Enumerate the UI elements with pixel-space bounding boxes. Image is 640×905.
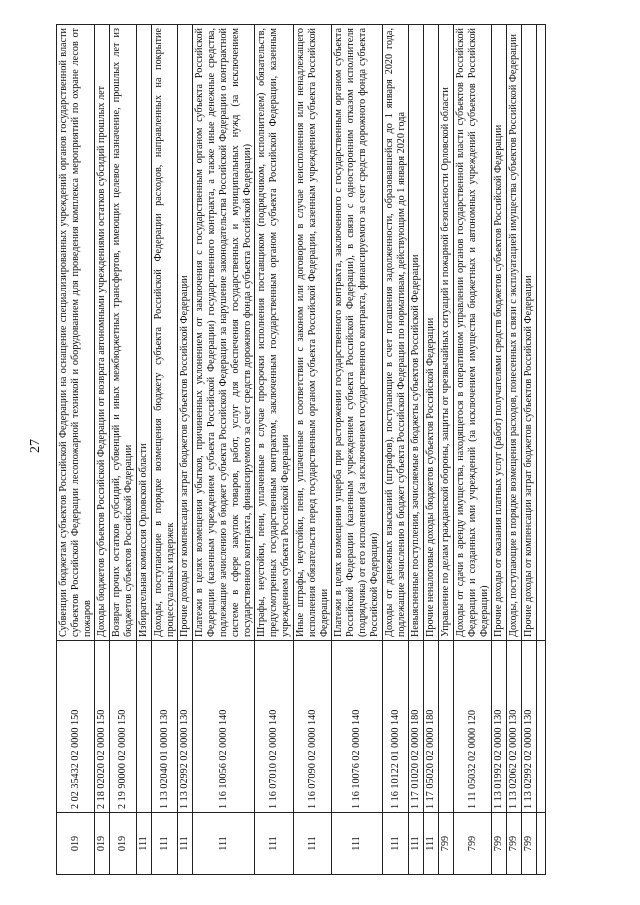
revenue-description-cell: Доходы от сдачи в аренду имущества, находящегося в оперативном управлении органов государственной власти субъектов Российской Федерации и созданных ими учреждений (за исключением имущества бюджетных и автономных учреждений субъектов Российской Федерации) [453, 25, 491, 641]
revenue-description-cell: Невыясненные поступления, зачисляемые в бюджеты субъектов Российской Федерации [409, 25, 424, 641]
table-row [255, 25, 293, 875]
budget-classification-code-cell: 2 02 35432 02 0000 150 [57, 641, 95, 813]
admin-code-cell: 111 [136, 813, 151, 875]
budget-classification-code-cell [439, 641, 454, 813]
revenue-description-cell: Прочие доходы от оказания платных услуг (работ) получателями средств бюджетов субъектов Российской Федерации [492, 25, 507, 641]
empty-cell [536, 813, 545, 875]
budget-classification-code-cell: 1 16 10076 02 0000 140 [332, 641, 382, 813]
revenue-description-cell: Избирательная комиссия Орловской области [136, 25, 151, 641]
budget-classification-code-cell: 1 17 01020 02 0000 180 [409, 641, 424, 813]
admin-code-cell: 111 [293, 813, 331, 875]
revenue-description-cell: Платежи в целях возмещения убытков, причиненных уклонением от заключения с государственным органом субъекта Российской Федерации (казенным учреждением субъекта Российской Федерации) государственного контракта, а также иные денежные средства, подлежащие зачислению в бюджет субъекта Российской Федерации за нарушение законодательства Российской Федерации о контрактной системе в сфере закупок товаров, работ, услуг для обеспечения государственных и муниципальных нужд (за исключением государственного контракта, финансируемого за счет средств дорожного фонда субъекта Российской Федерации) [193, 25, 255, 641]
table-row [424, 25, 439, 875]
table-row [521, 25, 536, 875]
table-row [57, 25, 95, 875]
budget-classification-code-cell: 1 16 10056 02 0000 140 [193, 641, 255, 813]
budget-classification-code-cell [136, 641, 151, 813]
table-row [151, 25, 178, 875]
revenue-description-cell: Доходы, поступающие в порядке возмещения бюджету субъекта Российской Федерации расходов, направленных на покрытие процессуальных издержек [151, 25, 178, 641]
budget-classification-code-cell: 1 16 10122 01 0000 140 [382, 641, 409, 813]
table-row [439, 25, 454, 875]
table-row [332, 25, 382, 875]
admin-code-cell: 799 [439, 813, 454, 875]
page-number: 27 [28, 439, 43, 453]
admin-code-cell: 799 [521, 813, 536, 875]
revenue-description-cell: Штрафы, неустойки, пени, уплаченные в случае просрочки исполнения поставщиком (подрядчиком, исполнителем) обязательств, предусмотренных государственным контрактом, заключенным государственным органом субъекта Российской Федерации, казенным учреждением субъекта Российской Федерации [255, 25, 293, 641]
table-row [409, 25, 424, 875]
table-row [178, 25, 193, 875]
table-row [382, 25, 409, 875]
empty-cell [536, 641, 545, 813]
revenue-description-cell: Возврат прочих остатков субсидий, субвенций и иных межбюджетных трансфертов, имеющих целевое назначение, прошлых лет из бюджетов субъектов Российской Федерации [110, 25, 137, 641]
empty-table-row [536, 25, 545, 875]
table-row [293, 25, 331, 875]
admin-code-cell: 111 [332, 813, 382, 875]
admin-code-cell: 019 [95, 813, 110, 875]
admin-code-cell: 799 [492, 813, 507, 875]
budget-classification-code-cell: 1 13 02040 01 0000 130 [151, 641, 178, 813]
revenue-description-cell: Управление по делам гражданской обороны, защиты от чрезвычайных ситуаций и пожарной безопасности Орловской области [439, 25, 454, 641]
table-row [136, 25, 151, 875]
admin-code-cell: 111 [382, 813, 409, 875]
rotated-page-content [56, 25, 571, 875]
revenue-description-cell: Прочие неналоговые доходы бюджетов субъектов Российской Федерации [424, 25, 439, 641]
revenue-description-cell: Доходы, поступающие в порядке возмещения расходов, понесенных в связи с эксплуатацией имущества субъектов Российской Федерации [507, 25, 522, 641]
admin-code-cell: 111 [409, 813, 424, 875]
revenue-description-cell: Субвенции бюджетам субъектов Российской Федерации на оснащение специализированных учреждений органов государственной власти субъектов Российской Федерации лесопожарной техникой и оборудованием для проведения комплекса мероприятий по охране лесов от пожаров [57, 25, 95, 641]
budget-classification-code-cell: 2 19 90000 02 0000 150 [110, 641, 137, 813]
table-row [193, 25, 255, 875]
revenue-description-cell: Платежи в целях возмещения ущерба при расторжении государственного контракта, заключенного с государственным органом субъекта Российской Федерации (казенным учреждением субъекта Российской Федерации), в связи с односторонним отказом исполнителя (подрядчика) от его исполнения (за исключением государственного контракта, финансируемого за счет средств дорожного фонда субъекта Российской Федерации) [332, 25, 382, 641]
budget-classification-code-cell: 1 16 07090 02 0000 140 [293, 641, 331, 813]
table-row [95, 25, 110, 875]
budget-classification-code-cell: 1 13 02062 02 0000 130 [507, 641, 522, 813]
admin-code-cell: 111 [151, 813, 178, 875]
admin-code-cell: 019 [110, 813, 137, 875]
admin-code-cell: 111 [424, 813, 439, 875]
revenue-description-cell: Прочие доходы от компенсации затрат бюджетов субъектов Российской Федерации [178, 25, 193, 641]
admin-code-cell: 799 [453, 813, 491, 875]
revenue-codes-table [56, 24, 546, 875]
revenue-description-cell: Прочие доходы от компенсации затрат бюджетов субъектов Российской Федерации [521, 25, 536, 641]
admin-code-cell: 111 [193, 813, 255, 875]
table-row [453, 25, 491, 875]
budget-classification-code-cell: 1 16 07010 02 0000 140 [255, 641, 293, 813]
admin-code-cell: 799 [507, 813, 522, 875]
revenue-description-cell: Доходы от денежных взысканий (штрафов), поступающие в счет погашения задолженности, образовавшейся до 1 января 2020 года, подлежащие зачислению в бюджет субъекта Российской Федерации по нормативам, действующим до 1 января 2020 года [382, 25, 409, 641]
table-row [492, 25, 507, 875]
budget-classification-code-cell: 2 18 02020 02 0000 150 [95, 641, 110, 813]
budget-classification-code-cell: 1 17 05020 02 0000 180 [424, 641, 439, 813]
admin-code-cell: 019 [57, 813, 95, 875]
admin-code-cell: 111 [178, 813, 193, 875]
table-row [507, 25, 522, 875]
revenue-description-cell: Доходы бюджетов субъектов Российской Федерации от возврата автономными учреждениями остатков субсидий прошлых лет [95, 25, 110, 641]
budget-classification-code-cell: 1 13 01992 02 0000 130 [492, 641, 507, 813]
empty-cell [536, 25, 545, 641]
table-row [110, 25, 137, 875]
admin-code-cell: 111 [255, 813, 293, 875]
budget-classification-code-cell: 1 11 05032 02 0000 120 [453, 641, 491, 813]
table-body [57, 25, 546, 875]
budget-classification-code-cell: 1 13 02992 02 0000 130 [521, 641, 536, 813]
revenue-description-cell: Иные штрафы, неустойки, пени, уплаченные в соответствии с законом или договором в случае неисполнения или ненадлежащего исполнения обязательств перед государственным органом субъекта Российской Федерации, казенным учреждением субъекта Российской Федерации [293, 25, 331, 641]
budget-classification-code-cell: 1 13 02992 02 0000 130 [178, 641, 193, 813]
